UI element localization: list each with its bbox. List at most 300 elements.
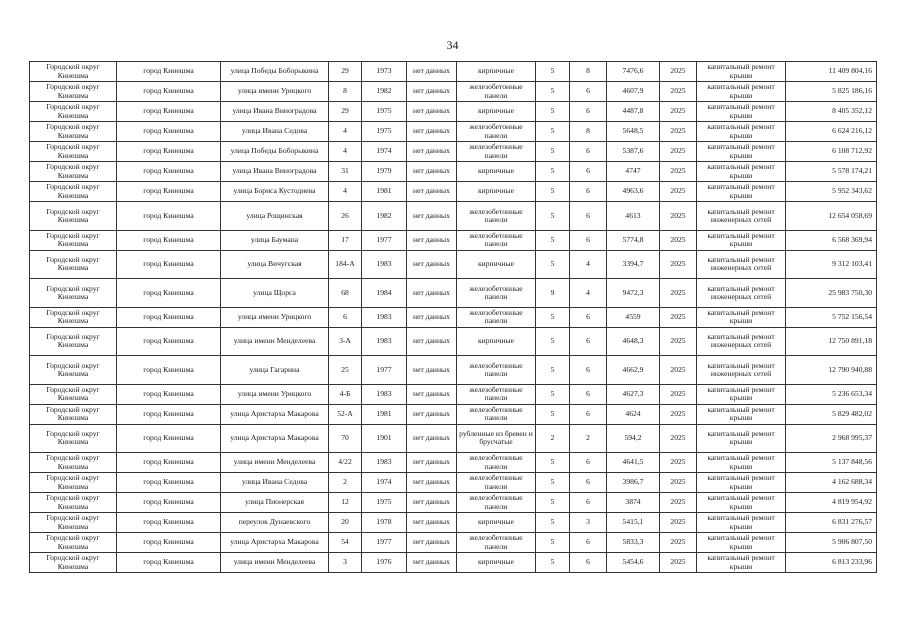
table-row (30, 102, 877, 122)
street-cell: улица Победы Боборыкина (221, 142, 329, 162)
district-cell: Городской округ Кинешма (30, 250, 117, 279)
house-number-cell: 52-А (329, 404, 362, 424)
area-cell: 4627,3 (607, 384, 660, 404)
house-number-cell: 6 (329, 307, 362, 327)
area-cell: 4613 (607, 202, 660, 231)
cost-cell: 6 108 712,92 (786, 142, 877, 162)
build-year-cell: 1901 (362, 424, 407, 453)
street-cell: улица Ивана Виноградова (221, 162, 329, 182)
entrances-cell: 6 (570, 102, 607, 122)
street-cell: улица имени Урицкого (221, 82, 329, 102)
cost-cell: 5 236 653,34 (786, 384, 877, 404)
wall-material-cell: кирпичные (457, 327, 536, 356)
work-type-cell: капитальный ремонт крыши (697, 122, 786, 142)
town-cell: город Кинешма (117, 250, 221, 279)
last-repair-cell: нет данных (407, 356, 457, 385)
house-number-cell: 17 (329, 230, 362, 250)
table-body (30, 62, 877, 573)
build-year-cell: 1981 (362, 404, 407, 424)
entrances-cell: 6 (570, 230, 607, 250)
table-row (30, 142, 877, 162)
area-cell: 4607,9 (607, 82, 660, 102)
wall-material-cell: железобетонные панели (457, 404, 536, 424)
last-repair-cell: нет данных (407, 279, 457, 308)
district-cell: Городской округ Кинешма (30, 62, 117, 82)
district-cell: Городской округ Кинешма (30, 473, 117, 493)
town-cell: город Кинешма (117, 356, 221, 385)
street-cell: улица Победы Боборыкина (221, 62, 329, 82)
town-cell: город Кинешма (117, 384, 221, 404)
street-cell: улица имени Менделеева (221, 453, 329, 473)
last-repair-cell: нет данных (407, 493, 457, 513)
entrances-cell: 4 (570, 279, 607, 308)
plan-year-cell: 2025 (660, 356, 697, 385)
street-cell: улица Ивана Седова (221, 122, 329, 142)
district-cell: Городской округ Кинешма (30, 122, 117, 142)
district-cell: Городской округ Кинешма (30, 513, 117, 533)
district-cell: Городской округ Кинешма (30, 230, 117, 250)
last-repair-cell: нет данных (407, 142, 457, 162)
plan-year-cell: 2025 (660, 162, 697, 182)
build-year-cell: 1974 (362, 142, 407, 162)
plan-year-cell: 2025 (660, 553, 697, 573)
table-row (30, 182, 877, 202)
cost-cell: 5 137 848,56 (786, 453, 877, 473)
wall-material-cell: железобетонные панели (457, 356, 536, 385)
floors-cell: 5 (536, 230, 570, 250)
floors-cell: 5 (536, 513, 570, 533)
floors-cell: 5 (536, 122, 570, 142)
build-year-cell: 1983 (362, 327, 407, 356)
plan-year-cell: 2025 (660, 453, 697, 473)
work-type-cell: капитальный ремонт крыши (697, 453, 786, 473)
wall-material-cell: железобетонные панели (457, 473, 536, 493)
work-type-cell: капитальный ремонт инженерных сетей (697, 202, 786, 231)
floors-cell: 5 (536, 182, 570, 202)
work-type-cell: капитальный ремонт крыши (697, 162, 786, 182)
table-row (30, 62, 877, 82)
plan-year-cell: 2025 (660, 493, 697, 513)
build-year-cell: 1981 (362, 182, 407, 202)
town-cell: город Кинешма (117, 404, 221, 424)
floors-cell: 5 (536, 62, 570, 82)
build-year-cell: 1978 (362, 513, 407, 533)
last-repair-cell: нет данных (407, 250, 457, 279)
entrances-cell: 6 (570, 162, 607, 182)
last-repair-cell: нет данных (407, 513, 457, 533)
build-year-cell: 1975 (362, 102, 407, 122)
house-number-cell: 4 (329, 122, 362, 142)
street-cell: улица имени Менделеева (221, 327, 329, 356)
district-cell: Городской округ Кинешма (30, 142, 117, 162)
cost-cell: 4 819 954,92 (786, 493, 877, 513)
work-type-cell: капитальный ремонт крыши (697, 62, 786, 82)
wall-material-cell: железобетонные панели (457, 279, 536, 308)
plan-year-cell: 2025 (660, 424, 697, 453)
area-cell: 3874 (607, 493, 660, 513)
entrances-cell: 8 (570, 122, 607, 142)
work-type-cell: капитальный ремонт крыши (697, 424, 786, 453)
work-type-cell: капитальный ремонт крыши (697, 82, 786, 102)
wall-material-cell: кирпичные (457, 182, 536, 202)
build-year-cell: 1975 (362, 493, 407, 513)
area-cell: 4487,8 (607, 102, 660, 122)
street-cell: улица Вичугская (221, 250, 329, 279)
street-cell: улица имени Урицкого (221, 384, 329, 404)
wall-material-cell: кирпичные (457, 513, 536, 533)
work-type-cell: капитальный ремонт крыши (697, 553, 786, 573)
area-cell: 594,2 (607, 424, 660, 453)
entrances-cell: 6 (570, 533, 607, 553)
work-type-cell: капитальный ремонт крыши (697, 473, 786, 493)
cost-cell: 6 624 216,12 (786, 122, 877, 142)
floors-cell: 5 (536, 250, 570, 279)
area-cell: 4624 (607, 404, 660, 424)
work-type-cell: капитальный ремонт крыши (697, 230, 786, 250)
entrances-cell: 6 (570, 307, 607, 327)
entrances-cell: 6 (570, 82, 607, 102)
house-number-cell: 12 (329, 493, 362, 513)
district-cell: Городской округ Кинешма (30, 453, 117, 473)
town-cell: город Кинешма (117, 162, 221, 182)
street-cell: улица Пионерская (221, 493, 329, 513)
wall-material-cell: кирпичные (457, 102, 536, 122)
table-row (30, 513, 877, 533)
street-cell: улица Баумана (221, 230, 329, 250)
table-row (30, 356, 877, 385)
wall-material-cell: железобетонные панели (457, 82, 536, 102)
build-year-cell: 1982 (362, 82, 407, 102)
street-cell: улица Аристарха Макарова (221, 533, 329, 553)
house-number-cell: 4 (329, 182, 362, 202)
town-cell: город Кинешма (117, 493, 221, 513)
work-type-cell: капитальный ремонт крыши (697, 307, 786, 327)
street-cell: улица Аристарха Макарова (221, 404, 329, 424)
floors-cell: 5 (536, 102, 570, 122)
cost-cell: 6 831 276,57 (786, 513, 877, 533)
work-type-cell: капитальный ремонт инженерных сетей (697, 279, 786, 308)
page-number: 34 (446, 38, 459, 52)
street-cell: переулок Дунаевского (221, 513, 329, 533)
table-row (30, 307, 877, 327)
town-cell: город Кинешма (117, 142, 221, 162)
wall-material-cell: кирпичные (457, 250, 536, 279)
area-cell: 3394,7 (607, 250, 660, 279)
build-year-cell: 1982 (362, 202, 407, 231)
last-repair-cell: нет данных (407, 384, 457, 404)
wall-material-cell: рубленные из бревен и брусчатые (457, 424, 536, 453)
house-number-cell: 68 (329, 279, 362, 308)
area-cell: 5648,5 (607, 122, 660, 142)
last-repair-cell: нет данных (407, 424, 457, 453)
table-row (30, 327, 877, 356)
entrances-cell: 6 (570, 356, 607, 385)
wall-material-cell: железобетонные панели (457, 384, 536, 404)
table-row (30, 122, 877, 142)
plan-year-cell: 2025 (660, 307, 697, 327)
last-repair-cell: нет данных (407, 473, 457, 493)
build-year-cell: 1977 (362, 533, 407, 553)
plan-year-cell: 2025 (660, 533, 697, 553)
area-cell: 4641,5 (607, 453, 660, 473)
town-cell: город Кинешма (117, 279, 221, 308)
entrances-cell: 8 (570, 62, 607, 82)
street-cell: улица Ивана Виноградова (221, 102, 329, 122)
table-row (30, 162, 877, 182)
build-year-cell: 1984 (362, 279, 407, 308)
town-cell: город Кинешма (117, 202, 221, 231)
district-cell: Городской округ Кинешма (30, 424, 117, 453)
table-row (30, 250, 877, 279)
last-repair-cell: нет данных (407, 307, 457, 327)
last-repair-cell: нет данных (407, 553, 457, 573)
plan-year-cell: 2025 (660, 62, 697, 82)
table-row (30, 384, 877, 404)
build-year-cell: 1977 (362, 230, 407, 250)
area-cell: 5415,1 (607, 513, 660, 533)
district-cell: Городской округ Кинешма (30, 384, 117, 404)
wall-material-cell: железобетонные панели (457, 493, 536, 513)
floors-cell: 5 (536, 533, 570, 553)
last-repair-cell: нет данных (407, 453, 457, 473)
entrances-cell: 6 (570, 327, 607, 356)
cost-cell: 12 750 891,18 (786, 327, 877, 356)
district-cell: Городской округ Кинешма (30, 356, 117, 385)
build-year-cell: 1975 (362, 122, 407, 142)
plan-year-cell: 2025 (660, 142, 697, 162)
cost-cell: 12 654 058,69 (786, 202, 877, 231)
entrances-cell: 6 (570, 473, 607, 493)
work-type-cell: капитальный ремонт крыши (697, 533, 786, 553)
table-row (30, 404, 877, 424)
work-type-cell: капитальный ремонт крыши (697, 182, 786, 202)
last-repair-cell: нет данных (407, 230, 457, 250)
build-year-cell: 1983 (362, 250, 407, 279)
house-number-cell: 70 (329, 424, 362, 453)
wall-material-cell: железобетонные панели (457, 307, 536, 327)
floors-cell: 5 (536, 493, 570, 513)
district-cell: Городской округ Кинешма (30, 327, 117, 356)
street-cell: улица имени Урицкого (221, 307, 329, 327)
work-type-cell: капитальный ремонт крыши (697, 384, 786, 404)
plan-year-cell: 2025 (660, 122, 697, 142)
entrances-cell: 4 (570, 250, 607, 279)
last-repair-cell: нет данных (407, 533, 457, 553)
town-cell: город Кинешма (117, 533, 221, 553)
work-type-cell: капитальный ремонт инженерных сетей (697, 250, 786, 279)
plan-year-cell: 2025 (660, 404, 697, 424)
wall-material-cell: железобетонные панели (457, 453, 536, 473)
street-cell: улица имени Менделеева (221, 553, 329, 573)
cost-cell: 25 983 750,30 (786, 279, 877, 308)
floors-cell: 5 (536, 82, 570, 102)
plan-year-cell: 2025 (660, 279, 697, 308)
cost-cell: 4 162 688,34 (786, 473, 877, 493)
district-cell: Городской округ Кинешма (30, 493, 117, 513)
district-cell: Городской округ Кинешма (30, 102, 117, 122)
street-cell: улица Ивана Седова (221, 473, 329, 493)
district-cell: Городской округ Кинешма (30, 533, 117, 553)
town-cell: город Кинешма (117, 453, 221, 473)
cost-cell: 9 312 103,41 (786, 250, 877, 279)
district-cell: Городской округ Кинешма (30, 553, 117, 573)
entrances-cell: 6 (570, 553, 607, 573)
wall-material-cell: железобетонные панели (457, 122, 536, 142)
cost-cell: 5 906 807,50 (786, 533, 877, 553)
wall-material-cell: железобетонные панели (457, 230, 536, 250)
floors-cell: 5 (536, 356, 570, 385)
cost-cell: 5 825 186,16 (786, 82, 877, 102)
floors-cell: 5 (536, 453, 570, 473)
house-number-cell: 2 (329, 473, 362, 493)
house-number-cell: 3 (329, 553, 362, 573)
plan-year-cell: 2025 (660, 384, 697, 404)
plan-year-cell: 2025 (660, 250, 697, 279)
area-cell: 4559 (607, 307, 660, 327)
floors-cell: 2 (536, 424, 570, 453)
work-type-cell: капитальный ремонт крыши (697, 404, 786, 424)
work-type-cell: капитальный ремонт крыши (697, 142, 786, 162)
area-cell: 4963,6 (607, 182, 660, 202)
cost-cell: 5 578 174,21 (786, 162, 877, 182)
floors-cell: 5 (536, 162, 570, 182)
table-row (30, 230, 877, 250)
district-cell: Городской округ Кинешма (30, 202, 117, 231)
plan-year-cell: 2025 (660, 82, 697, 102)
area-cell: 9472,3 (607, 279, 660, 308)
plan-year-cell: 2025 (660, 513, 697, 533)
table-row (30, 473, 877, 493)
town-cell: город Кинешма (117, 122, 221, 142)
build-year-cell: 1983 (362, 453, 407, 473)
cost-cell: 5 952 343,62 (786, 182, 877, 202)
street-cell: улица Щорса (221, 279, 329, 308)
table-row (30, 424, 877, 453)
cost-cell: 5 752 156,54 (786, 307, 877, 327)
work-type-cell: капитальный ремонт крыши (697, 102, 786, 122)
plan-year-cell: 2025 (660, 102, 697, 122)
house-number-cell: 3-А (329, 327, 362, 356)
street-cell: улица Рощинская (221, 202, 329, 231)
town-cell: город Кинешма (117, 424, 221, 453)
build-year-cell: 1983 (362, 307, 407, 327)
build-year-cell: 1983 (362, 384, 407, 404)
plan-year-cell: 2025 (660, 327, 697, 356)
town-cell: город Кинешма (117, 513, 221, 533)
district-cell: Городской округ Кинешма (30, 307, 117, 327)
build-year-cell: 1976 (362, 553, 407, 573)
house-number-cell: 31 (329, 162, 362, 182)
town-cell: город Кинешма (117, 62, 221, 82)
wall-material-cell: кирпичные (457, 162, 536, 182)
town-cell: город Кинешма (117, 473, 221, 493)
street-cell: улица Гагарина (221, 356, 329, 385)
wall-material-cell: железобетонные панели (457, 202, 536, 231)
entrances-cell: 6 (570, 493, 607, 513)
table-row (30, 453, 877, 473)
house-number-cell: 4 (329, 142, 362, 162)
work-type-cell: капитальный ремонт крыши (697, 493, 786, 513)
wall-material-cell: кирпичные (457, 553, 536, 573)
cost-cell: 6 568 369,94 (786, 230, 877, 250)
area-cell: 5833,3 (607, 533, 660, 553)
plan-year-cell: 2025 (660, 230, 697, 250)
house-number-cell: 29 (329, 62, 362, 82)
cost-cell: 6 813 233,96 (786, 553, 877, 573)
house-number-cell: 29 (329, 102, 362, 122)
entrances-cell: 6 (570, 202, 607, 231)
district-cell: Городской округ Кинешма (30, 182, 117, 202)
floors-cell: 9 (536, 279, 570, 308)
plan-year-cell: 2025 (660, 182, 697, 202)
house-number-cell: 4/22 (329, 453, 362, 473)
area-cell: 4747 (607, 162, 660, 182)
street-cell: улица Аристарха Макарова (221, 424, 329, 453)
floors-cell: 5 (536, 202, 570, 231)
area-cell: 3986,7 (607, 473, 660, 493)
build-year-cell: 1977 (362, 356, 407, 385)
entrances-cell: 2 (570, 424, 607, 453)
cost-cell: 11 409 804,16 (786, 62, 877, 82)
floors-cell: 5 (536, 384, 570, 404)
table-row (30, 202, 877, 231)
last-repair-cell: нет данных (407, 404, 457, 424)
district-cell: Городской округ Кинешма (30, 404, 117, 424)
last-repair-cell: нет данных (407, 82, 457, 102)
table-row (30, 553, 877, 573)
cost-cell: 8 405 352,12 (786, 102, 877, 122)
floors-cell: 5 (536, 473, 570, 493)
floors-cell: 5 (536, 142, 570, 162)
town-cell: город Кинешма (117, 327, 221, 356)
house-number-cell: 4-Б (329, 384, 362, 404)
wall-material-cell: кирпичные (457, 62, 536, 82)
area-cell: 7476,6 (607, 62, 660, 82)
cost-cell: 5 829 482,02 (786, 404, 877, 424)
street-cell: улица Бориса Кустодиева (221, 182, 329, 202)
wall-material-cell: железобетонные панели (457, 533, 536, 553)
wall-material-cell: железобетонные панели (457, 142, 536, 162)
table-row (30, 533, 877, 553)
entrances-cell: 3 (570, 513, 607, 533)
plan-year-cell: 2025 (660, 202, 697, 231)
cost-cell: 12 790 940,88 (786, 356, 877, 385)
entrances-cell: 6 (570, 182, 607, 202)
work-type-cell: капитальный ремонт крыши (697, 513, 786, 533)
floors-cell: 5 (536, 307, 570, 327)
town-cell: город Кинешма (117, 307, 221, 327)
table-row (30, 82, 877, 102)
work-type-cell: капитальный ремонт инженерных сетей (697, 356, 786, 385)
build-year-cell: 1979 (362, 162, 407, 182)
table-row (30, 493, 877, 513)
town-cell: город Кинешма (117, 182, 221, 202)
last-repair-cell: нет данных (407, 327, 457, 356)
town-cell: город Кинешма (117, 82, 221, 102)
house-number-cell: 20 (329, 513, 362, 533)
entrances-cell: 6 (570, 384, 607, 404)
area-cell: 4648,3 (607, 327, 660, 356)
entrances-cell: 6 (570, 142, 607, 162)
last-repair-cell: нет данных (407, 102, 457, 122)
area-cell: 5387,6 (607, 142, 660, 162)
table-row (30, 279, 877, 308)
plan-year-cell: 2025 (660, 473, 697, 493)
floors-cell: 5 (536, 404, 570, 424)
area-cell: 5774,8 (607, 230, 660, 250)
district-cell: Городской округ Кинешма (30, 162, 117, 182)
district-cell: Городской округ Кинешма (30, 82, 117, 102)
